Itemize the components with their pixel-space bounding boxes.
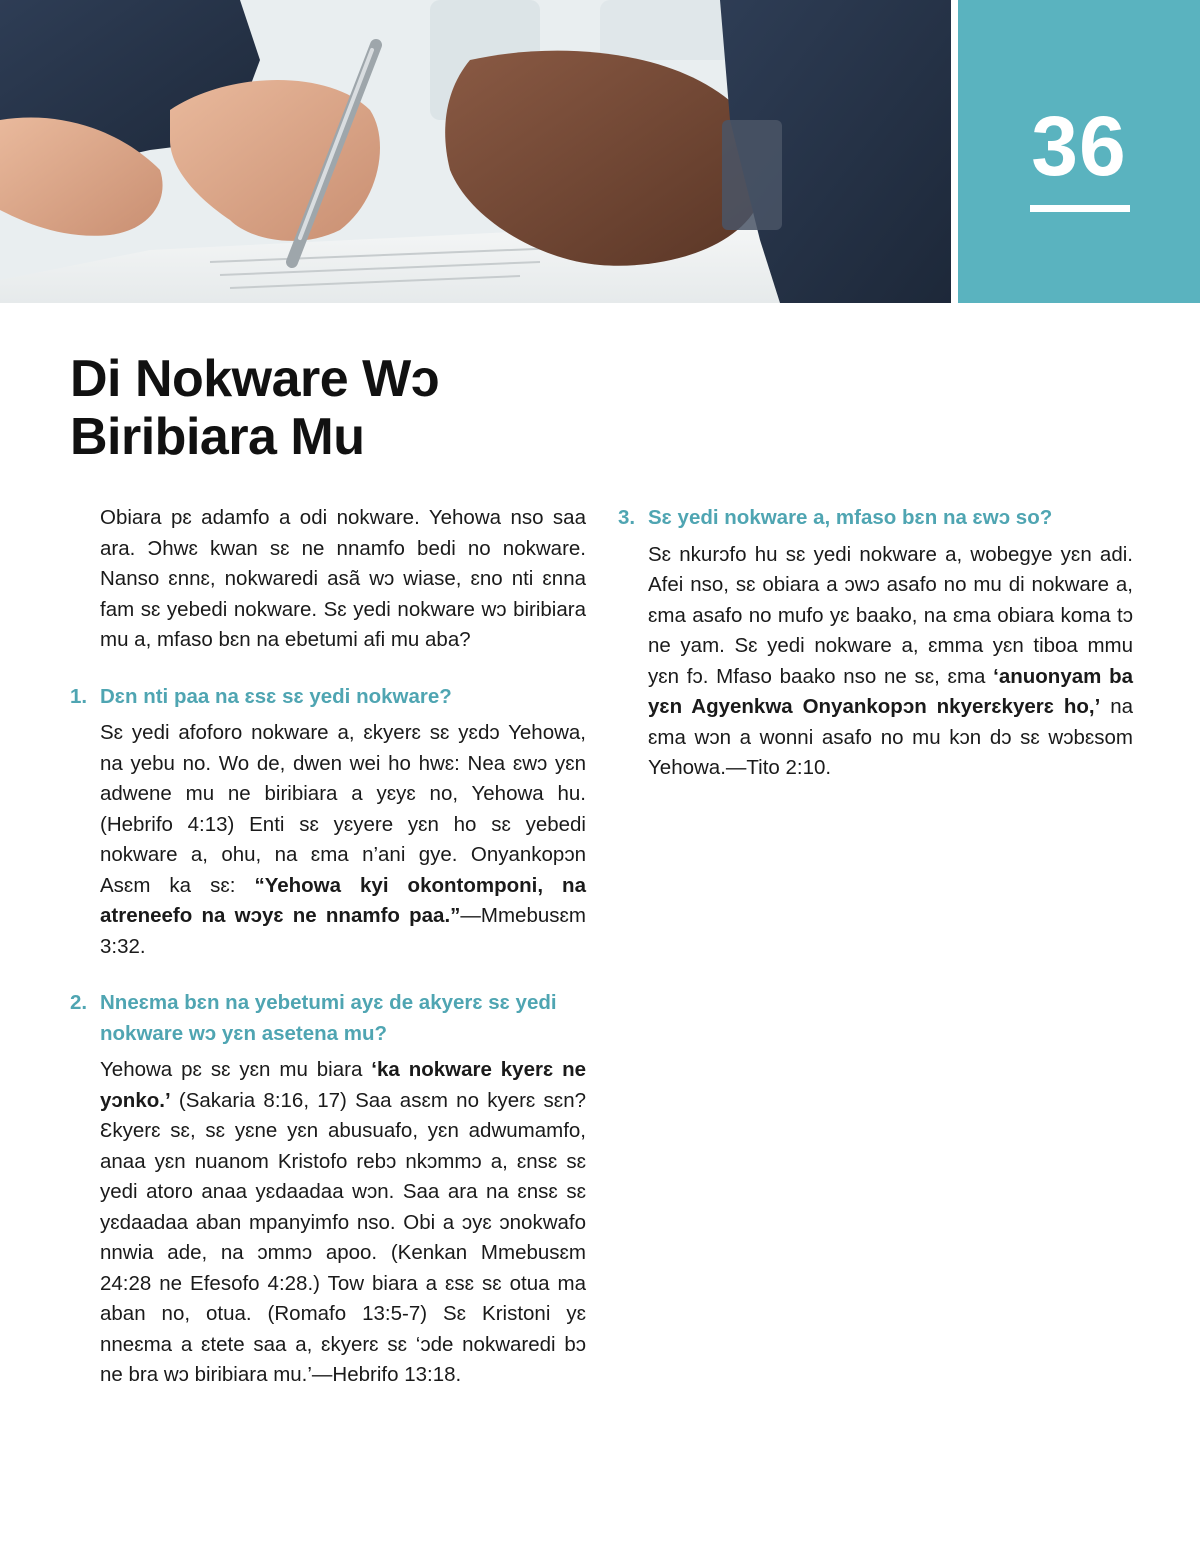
question-number: 3.: [618, 506, 636, 529]
page-title: [70, 350, 439, 466]
title-line-1: Di Nokware Wɔ: [70, 350, 440, 408]
answer-text: Sɛ yedi afoforo nokware a, ɛkyerɛ sɛ yɛdɔ Yehowa, na yebu no. Wo de, dwen wei ho hwɛ: Nea ɛwɔ yɛn adwene mu ne biribiara a yɛyɛ no, Yehowa hu. (Hebrifo 4:13) Enti sɛ yɛyere yɛn ho sɛ yebedi nokware a, ohu, na ɛma n’ani gye. Onyankopɔn Asɛm ka sɛ:: [100, 721, 586, 897]
answer-text-continued: na ɛma wɔn a wonni asafo no mu kɔn dɔ sɛ wɔbɛsom Yehowa.—Tito 2:10.: [648, 695, 1133, 779]
scripture-quote: “Yehowa kyi okontomponi, na atreneefo na wɔyɛ ne nnamfo paa.”: [100, 873, 586, 927]
chapter-badge: [958, 0, 1200, 303]
answer-1-paragraph: [70, 718, 586, 962]
answer-text-continued: (Sakaria 8:16, 17) Saa asɛm no kyerɛ sɛn? Ɛkyerɛ sɛ, sɛ yɛne yɛn abusuafo, yɛn adwumamfo, anaa yɛn nuanom Kristofo rebɔ nkɔmmɔ a, ɛnsɛ sɛ yedi atoro anaa yɛdaadaa wɔn. Saa ara na ɛnsɛ sɛ yɛdaadaa aban mpanyimfo nso. Obi a ɔyɛ ɔnokwafo nnwia ade, na ɔmmɔ apoo. (Kenkan Mmebusɛm 24:28 ne Efesofo 4:28.) Tow biara a ɛsɛ sɛ otua ma aban no, otua. (Romafo 13:5-7) Sɛ Kristoni yɛ nneɛma a ɛtete saa a, ɛkyerɛ sɛ ‘ɔde nokwaredi bɔ ne bra wɔ biribiara mu.’—Hebrifo 13:18.: [100, 1088, 586, 1386]
question-3: [618, 503, 1133, 534]
left-column: [70, 503, 586, 1391]
title-line-2: Biribiara Mu: [70, 408, 365, 466]
question-2: [70, 988, 586, 1049]
scripture-reference: —Mmebusɛm 3:32.: [100, 904, 586, 958]
answer-text: Sɛ nkurɔfo hu sɛ yedi nokware a, wobegye yɛn adi. Afei nso, sɛ obiara a ɔwɔ asafo no mu di nokware a, ɛma asafo no mufo yɛ baako, na ɛma obiara koma tɔ ne yam. Sɛ yedi nokware a, ɛmma yɛn tiboa mmu yɛn fɔ. Mfaso baako nso ne sɛ, ɛma: [648, 542, 1133, 688]
scripture-quote: ‘ka nokware kyerɛ ne yɔnko.’: [100, 1058, 586, 1112]
scripture-quote: ‘anuonyam ba yɛn Agyenkwa Onyankopɔn nkyerɛkyerɛ ho,’: [648, 664, 1133, 718]
intro-paragraph: Obiara pɛ adamfo a odi nokware. Yehowa nso saa ara. Ɔhwɛ kwan sɛ ne nnamfo bedi no nokware. Nanso ɛnnɛ, nokwaredi asã wɔ wiase, ɛno nti ɛnna fam sɛ yebedi nokware. Sɛ yedi nokware wɔ biribiara mu a, mfaso bɛn na ebetumi afi mu aba?: [100, 506, 586, 651]
answer-2-paragraph: [70, 1055, 586, 1391]
question-text: Nneɛma bɛn na yebetumi ayɛ de akyerɛ sɛ yedi nokware wɔ yɛn asetena mu?: [100, 991, 557, 1045]
chapter-underline: [1030, 205, 1130, 212]
chapter-number: 36: [1031, 99, 1127, 193]
header-photo: [0, 0, 951, 303]
question-text: Sɛ yedi nokware a, mfaso bɛn na ɛwɔ so?: [648, 506, 1053, 529]
question-number: 1.: [70, 684, 88, 708]
right-column: [618, 503, 1133, 784]
question-number: 2.: [70, 991, 88, 1014]
question-text: Dɛn nti paa na ɛsɛ sɛ yedi nokware?: [100, 684, 452, 708]
answer-3-paragraph: [618, 540, 1133, 784]
answer-text: Yehowa pɛ sɛ yɛn mu biara: [100, 1058, 372, 1081]
question-1: [70, 682, 586, 713]
handshake-contract-illustration: [0, 0, 951, 303]
